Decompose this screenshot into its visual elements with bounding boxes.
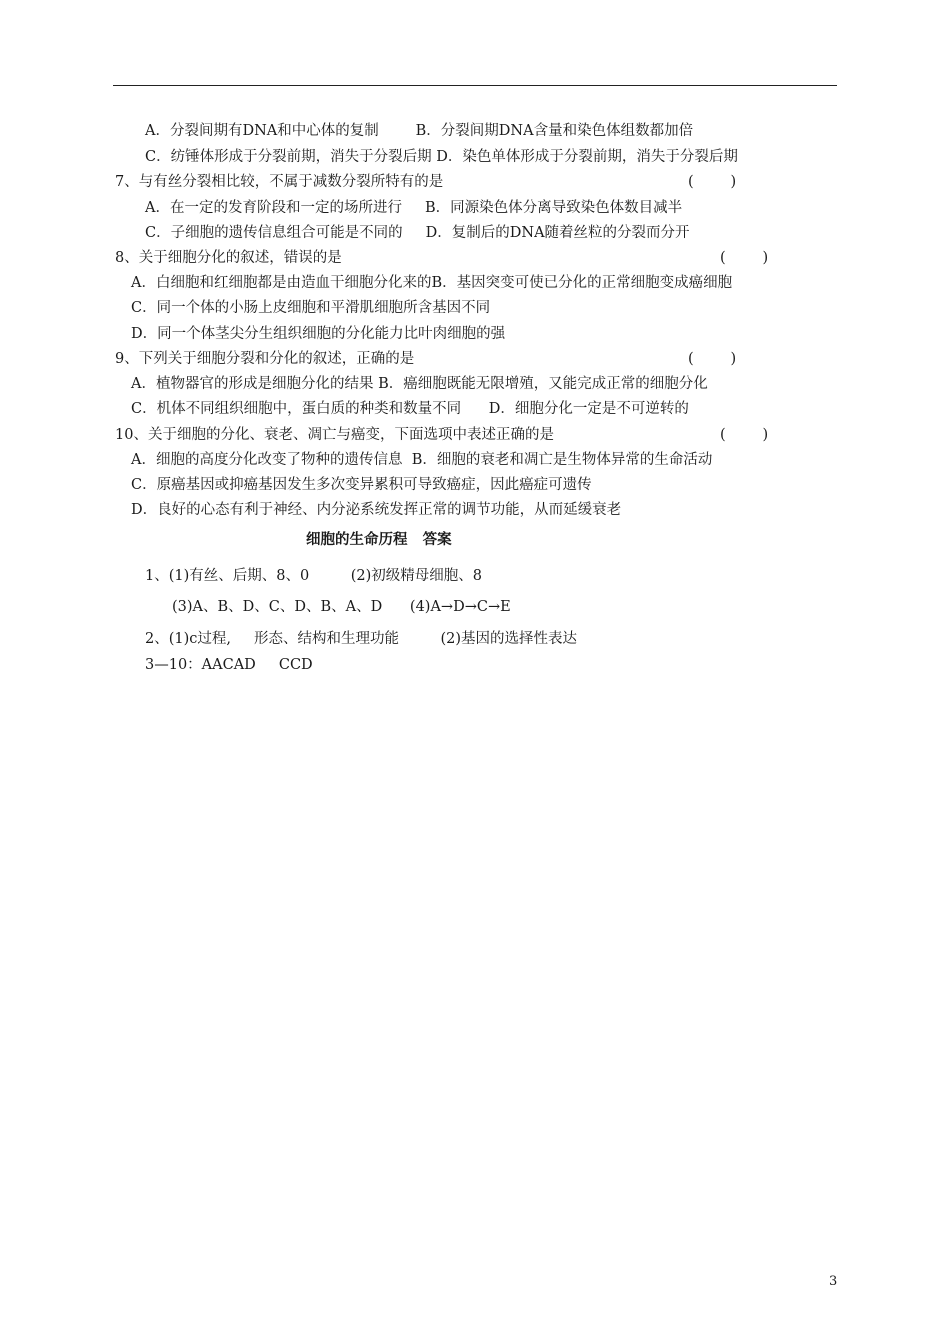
- q9-options-ab: A．植物器官的形成是细胞分化的结果 B．癌细胞既能无限增殖，又能完成正常的细胞分化: [131, 376, 708, 392]
- q8-options-ab: A．白细胞和红细胞都是由造血干细胞分化来的B．基因突变可使已分化的正常细胞变成癌细胞: [131, 275, 733, 291]
- answer-1-part2: (3)A、B、D、C、D、B、A、D (4)A→D→C→E: [172, 599, 511, 615]
- q6-options-cd: C．纺锤体形成于分裂前期，消失于分裂后期 D．染色单体形成于分裂前期，消失于分裂后期: [145, 149, 738, 165]
- page-number: 3: [829, 1274, 838, 1289]
- q8-answer-blank: ( ): [720, 250, 769, 266]
- header-rule: [113, 85, 837, 86]
- q10-answer-blank: ( ): [720, 427, 769, 443]
- q9-answer-blank: ( ): [688, 351, 737, 367]
- answer-2: 2、(1)c过程, 形态、结构和生理功能 (2)基因的选择性表达: [145, 631, 578, 647]
- q8-stem: 8、关于细胞分化的叙述，错误的是: [115, 250, 342, 266]
- answer-3-10: 3—10：AACAD CCD: [145, 657, 313, 673]
- q10-option-d: D．良好的心态有利于神经、内分泌系统发挥正常的调节功能，从而延缓衰老: [131, 502, 622, 518]
- q7-options-cd: C．子细胞的遗传信息组合可能是不同的 D．复制后的DNA随着丝粒的分裂而分开: [145, 225, 690, 241]
- answer-title: 细胞的生命历程 答案: [306, 532, 452, 548]
- q6-options-ab: A．分裂间期有DNA和中心体的复制 B．分裂间期DNA含量和染色体组数都加倍: [145, 123, 694, 139]
- q10-stem: 10、关于细胞的分化、衰老、凋亡与癌变，下面选项中表述正确的是: [115, 427, 554, 443]
- q9-stem: 9、下列关于细胞分裂和分化的叙述，正确的是: [115, 351, 415, 367]
- q10-option-c: C．原癌基因或抑癌基因发生多次变异累积可导致癌症，因此癌症可遗传: [131, 477, 592, 493]
- q7-answer-blank: ( ): [688, 174, 737, 190]
- answer-1-part1: 1、(1)有丝、后期、8、0 (2)初级精母细胞、8: [145, 568, 482, 584]
- q8-option-c: C．同一个体的小肠上皮细胞和平滑肌细胞所含基因不同: [131, 300, 491, 316]
- q8-option-d: D．同一个体茎尖分生组织细胞的分化能力比叶肉细胞的强: [131, 326, 506, 342]
- q7-options-ab: A．在一定的发育阶段和一定的场所进行 B．同源染色体分离导致染色体数目减半: [145, 200, 683, 216]
- q7-stem: 7、与有丝分裂相比较，不属于减数分裂所特有的是: [115, 174, 444, 190]
- q10-options-ab: A．细胞的高度分化改变了物种的遗传信息 B．细胞的衰老和凋亡是生物体异常的生命活动: [131, 452, 713, 468]
- q9-options-cd: C．机体不同组织细胞中，蛋白质的种类和数量不同 D．细胞分化一定是不可逆转的: [131, 401, 689, 417]
